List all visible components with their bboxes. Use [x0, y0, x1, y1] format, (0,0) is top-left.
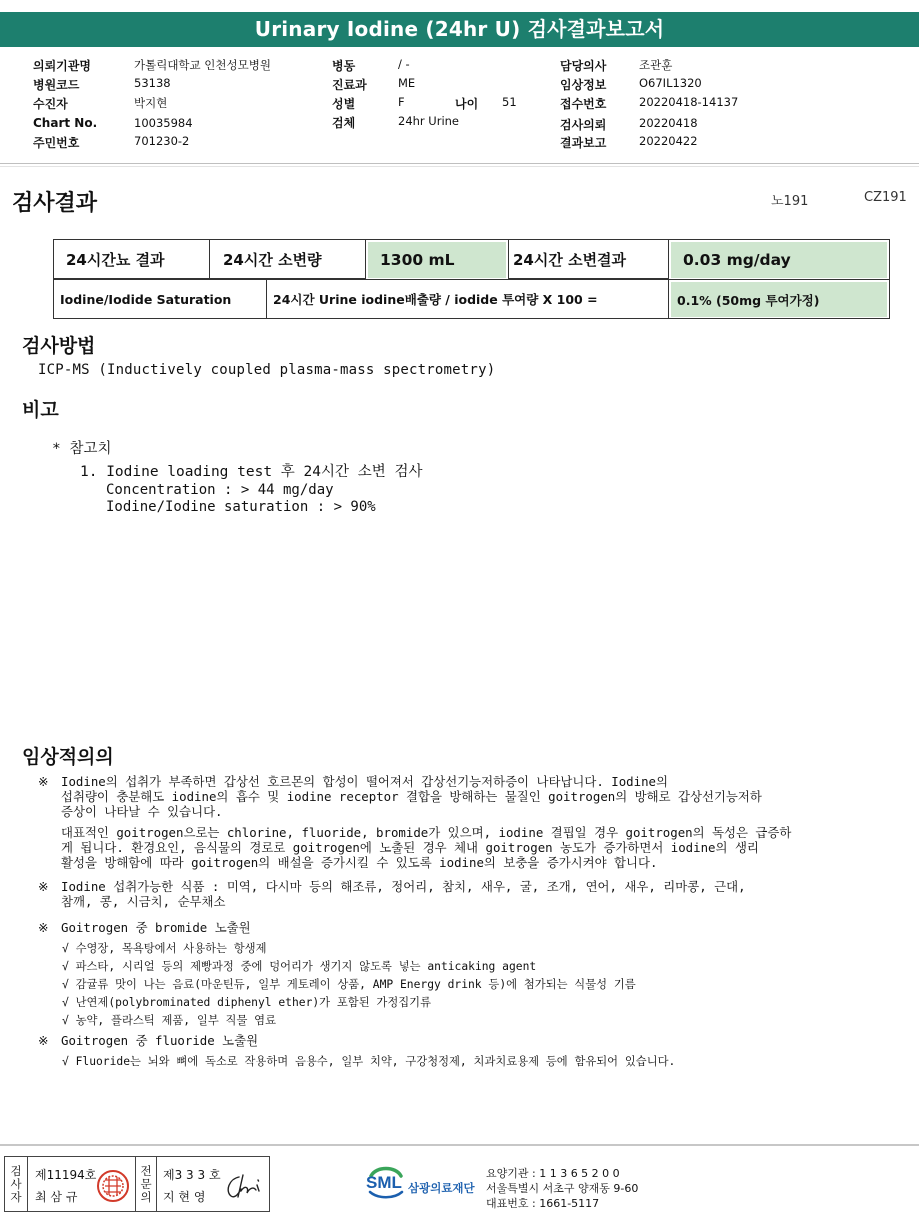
divider	[0, 163, 919, 164]
signature-box	[4, 1156, 270, 1212]
clinical-p2-line3: 활성을 방해함에 따라 goitrogen의 배설을 증가시킬 수 있도록 iodine의 보충을 증가시켜야 합니다.	[61, 855, 658, 870]
sign-divider	[27, 1157, 28, 1211]
label-age: 나이	[455, 97, 479, 111]
value-ward: / -	[398, 57, 410, 71]
value-report-date: 20220422	[639, 134, 698, 148]
clinical-p1-line2: 섭취량이 충분해도 iodine의 흡수 및 iodine receptor 결합을 방해하는 물질인 goitrogen의 방해로 갑상선기능저하	[61, 789, 762, 804]
specialist-name: 지 현 영	[163, 1190, 206, 1204]
value-doctor: 조관훈	[639, 58, 673, 72]
examiner-license: 제11194호	[35, 1168, 97, 1182]
cell-saturation-formula: 24시간 Urine iodine배출량 / iodide 투여량 X 100 =	[267, 280, 669, 318]
examiner-name: 최 삼 규	[35, 1190, 78, 1204]
cell-urine-output-label: 24시간 소변결과	[509, 240, 669, 279]
reference-title: * 참고치	[52, 441, 112, 457]
test-code-1: 노191	[771, 194, 809, 209]
seal-stamp-icon	[96, 1169, 130, 1203]
value-request-date: 20220418	[639, 116, 698, 130]
label-sex: 성별	[332, 97, 356, 111]
note-mark: ※	[38, 920, 49, 935]
fluoride-item: √ Fluoride는 뇌와 뼈에 독소로 작용하며 음용수, 일부 치약, 구강청정제, 치과치료용제 등에 함유되어 있습니다.	[62, 1055, 676, 1068]
label-clinical-info: 임상정보	[560, 78, 607, 92]
footer-divider	[0, 1144, 919, 1146]
fluoride-title: Goitrogen 중 fluoride 노출원	[61, 1033, 259, 1048]
logo-text: SML	[366, 1173, 402, 1192]
label-department: 진료과	[332, 78, 367, 92]
section-title-results: 검사결과	[12, 191, 98, 216]
value-receipt-no: 20220418-14137	[639, 95, 739, 109]
bromide-title: Goitrogen 중 bromide 노출원	[61, 920, 251, 935]
label-patient: 수진자	[33, 97, 68, 111]
clinical-p1-line1: Iodine의 섭취가 부족하면 갑상선 호르몬의 합성이 떨어져서 갑상선기능저하증이 나타납니다. Iodine의	[61, 774, 668, 789]
report-title: Urinary Iodine (24hr U) 검사결과보고서	[0, 12, 919, 47]
value-specimen: 24hr Urine	[398, 114, 460, 128]
clinical-p1-line3: 증상이 나타날 수 있습니다.	[61, 804, 223, 819]
section-title-remarks: 비고	[22, 399, 59, 421]
value-patient: 박지현	[134, 96, 168, 110]
label-receipt-no: 접수번호	[560, 97, 607, 111]
reference-saturation: Iodine/Iodine saturation : > 90%	[106, 499, 376, 515]
value-clinical-info: O67IL1320	[639, 76, 702, 90]
bromide-item: √ 파스타, 시리얼 등의 제빵과정 중에 덩어리가 생기지 않도록 넣는 anticaking agent	[62, 960, 537, 973]
cell-saturation-value: 0.1% (50mg 투여가정)	[671, 282, 887, 317]
reference-item: 1. Iodine loading test 후 24시간 소변 검사	[80, 464, 423, 480]
value-department: ME	[398, 76, 416, 90]
label-specimen: 검체	[332, 116, 356, 130]
label-report-date: 결과보고	[560, 136, 607, 150]
cell-urine-output-value: 0.03 mg/day	[671, 242, 887, 278]
reference-concentration: Concentration : > 44 mg/day	[106, 482, 334, 498]
label-ward: 병동	[332, 59, 356, 73]
clinical-p2-line2: 게 됩니다. 환경요인, 음식물의 경로로 goitrogen에 노출된 경우 체내 goitrogen 농도가 증가하면서 iodine의 생리	[61, 840, 759, 855]
bromide-item: √ 감귤류 맛이 나는 음료(마운틴듀, 일부 게토레이 상품, AMP Energy drink 등)에 첨가되는 식물성 기름	[62, 978, 636, 991]
label-doctor: 담당의사	[560, 59, 607, 73]
divider	[0, 166, 919, 167]
cell-urine-volume-value: 1300 mL	[368, 242, 506, 278]
value-institution: 가톨릭대학교 인천성모병원	[134, 58, 271, 72]
note-mark: ※	[38, 774, 49, 789]
sign-divider	[156, 1157, 157, 1211]
org-address: 서울특별시 서초구 양재동 9-60	[486, 1182, 639, 1195]
org-phone: 대표번호 : 1661-5117	[486, 1197, 600, 1210]
label-chart-no: Chart No.	[33, 116, 98, 130]
section-title-clinical: 임상적의의	[22, 746, 114, 768]
note-mark: ※	[38, 879, 49, 894]
clinical-p2-line1: 대표적인 goitrogen으로는 chlorine, fluoride, bromide가 있으며, iodine 결핍일 경우 goitrogen의 독성은 급증하	[61, 825, 792, 840]
method-text: ICP-MS (Inductively coupled plasma-mass spectrometry)	[38, 362, 496, 378]
signature-icon	[223, 1171, 265, 1201]
label-request-date: 검사의뢰	[560, 118, 607, 132]
cell-urine-result-label: 24시간뇨 결과	[54, 240, 210, 279]
clinical-foods-line1: Iodine 섭취가능한 식품 : 미역, 다시마 등의 해조류, 정어리, 참치, 새우, 굴, 조개, 연어, 새우, 리마콩, 근대,	[61, 879, 746, 894]
org-name: 삼광의료재단	[408, 1181, 475, 1195]
value-age: 51	[502, 95, 517, 109]
value-hospital-code: 53138	[134, 76, 171, 90]
cell-gap	[366, 240, 368, 279]
result-table	[53, 239, 890, 319]
sign-divider	[135, 1157, 136, 1211]
bromide-item: √ 난연제(polybrominated diphenyl ether)가 포함된 가정집기류	[62, 996, 432, 1009]
org-institution-no: 요양기관 : 1 1 3 6 5 2 0 0	[486, 1167, 620, 1180]
label-id-no: 주민번호	[33, 136, 80, 150]
note-mark: ※	[38, 1033, 49, 1048]
value-sex: F	[398, 95, 405, 109]
bromide-item: √ 농약, 플라스틱 제품, 일부 직물 염료	[62, 1014, 276, 1027]
label-hospital-code: 병원코드	[33, 78, 80, 92]
clinical-foods-line2: 참깨, 콩, 시금치, 순무채소	[61, 894, 226, 909]
specialist-license: 제3 3 3 호	[163, 1168, 221, 1182]
sign-role-examiner: 검 사 자	[10, 1164, 22, 1204]
cell-saturation-label: Iodine/Iodide Saturation	[54, 280, 267, 318]
test-code-2: CZ191	[864, 190, 907, 205]
label-institution: 의뢰기관명	[33, 59, 91, 73]
section-title-method: 검사방법	[22, 335, 96, 357]
sign-role-specialist: 전 문 의	[140, 1164, 152, 1204]
cell-urine-volume-label: 24시간 소변량	[210, 240, 366, 279]
bromide-item: √ 수영장, 목욕탕에서 사용하는 항생제	[62, 942, 267, 955]
value-id-no: 701230-2	[134, 134, 190, 148]
value-chart-no: 10035984	[134, 116, 193, 130]
